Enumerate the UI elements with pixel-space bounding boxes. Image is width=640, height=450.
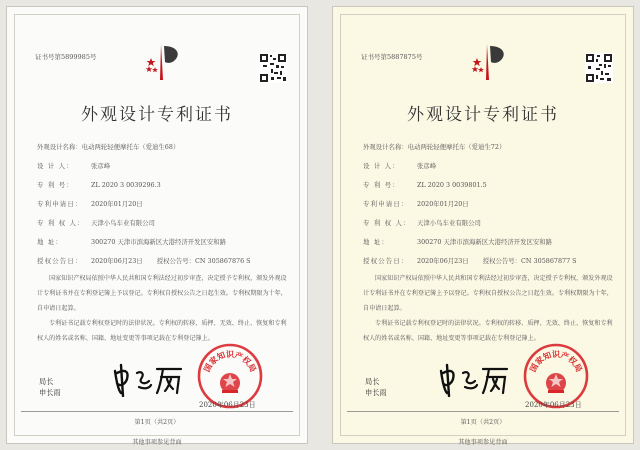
svg-text:国家知识产权局: 国家知识产权局: [527, 349, 585, 374]
grant-number-value: CN 305867877 S: [521, 257, 577, 265]
filing-date-label: 专利申请日：: [363, 200, 409, 208]
footnote: 其他事项参见背面: [458, 439, 508, 446]
body-paragraph: 国家知识产权局依照中华人民共和国专利法经过初步审查，决定授予专利权，颁发外观设计专利证书并在专利登记簿上予以登记。专利权自授权公告之日起生效。专利权期限为十年，自申请日起算。: [37, 275, 287, 312]
seal-date: 2020年06月23日: [199, 401, 256, 409]
design-name-value: 电动两轮轻便摩托车（爱迪生72）: [407, 143, 506, 151]
grant-date-field: [37, 256, 251, 265]
address-field: [37, 237, 226, 246]
seal-date: 2020年06月23日: [525, 401, 582, 409]
grant-date-value: 2020年06月23日: [417, 257, 469, 265]
design-name-field: [37, 142, 179, 151]
designer-field: [363, 161, 436, 170]
address-label: 地 址：: [37, 238, 64, 246]
certificate-number: 证书号第5899985号: [35, 53, 97, 61]
designer-value: 张彦峰: [417, 162, 437, 170]
patentee-value: 天津小鸟车业有限公司: [91, 219, 155, 227]
signature-block: [39, 376, 61, 398]
signature-title: 局长: [365, 377, 380, 386]
handwritten-signature: [111, 363, 191, 397]
certificate-title: 外观设计专利证书: [81, 105, 233, 125]
certificate-body-text: [363, 271, 613, 346]
grant-number-value: CN 305867876 S: [195, 257, 251, 265]
body-paragraph: 专利证书记载专利权登记时的法律状况。专利权的转移、质押、无效、终止、恢复和专利权人的姓名或名称、国籍、地址变更等事项记载在专利登记簿上。: [363, 320, 613, 342]
patent-number-field: [37, 180, 161, 189]
address-value: 300270 天津市滨海新区大港经济开发区安和路: [417, 238, 553, 246]
grant-date-field: [363, 256, 577, 265]
page-number: 第1页（共2页）: [134, 419, 180, 426]
body-paragraph: 专利证书记载专利权登记时的法律状况。专利权的转移、质押、无效、终止、恢复和专利权人的姓名或名称、国籍、地址变更等事项记载在专利登记簿上。: [37, 320, 287, 342]
filing-date-label: 专利申请日：: [37, 200, 83, 208]
patent-number-value: ZL 2020 3 0039296.3: [91, 181, 161, 189]
grant-date-label: 授权公告日：: [363, 257, 409, 265]
address-label: 地 址：: [363, 238, 390, 246]
filing-date-field: [363, 199, 469, 208]
filing-date-value: 2020年01月20日: [91, 200, 143, 208]
svg-text:国家知识产权局: 国家知识产权局: [201, 349, 259, 374]
certificate-body-text: [37, 271, 287, 346]
certificate-title: 外观设计专利证书: [407, 105, 559, 125]
footnote: 其他事项参见背面: [132, 439, 182, 446]
signature-title: 局长: [39, 377, 54, 386]
designer-label: 设 计 人：: [363, 162, 400, 170]
design-name-field: [363, 142, 505, 151]
qr-code-icon: [259, 53, 287, 83]
body-paragraph: 国家知识产权局依照中华人民共和国专利法经过初步审查，决定授予专利权，颁发外观设计专利证书并在专利登记簿上予以登记。专利权自授权公告之日起生效。专利权期限为十年，自申请日起算。: [363, 275, 613, 312]
patentee-value: 天津小鸟车业有限公司: [417, 219, 481, 227]
qr-code-icon: [585, 53, 613, 83]
address-field: [363, 237, 552, 246]
grant-date-value: 2020年06月23日: [91, 257, 143, 265]
patent-number-label: 专 利 号：: [363, 181, 400, 189]
certificate-number: 证书号第5887875号: [361, 53, 423, 61]
page-number: 第1页（共2页）: [460, 419, 506, 426]
patentee-label: 专 利 权 人：: [37, 219, 85, 227]
patentee-field: [37, 218, 155, 227]
patent-certificate-2: [332, 6, 634, 444]
cnipa-logo-icon: [145, 40, 183, 84]
filing-date-field: [37, 199, 143, 208]
designer-field: [37, 161, 110, 170]
patentee-field: [363, 218, 481, 227]
filing-date-value: 2020年01月20日: [417, 200, 469, 208]
signature-name: 申长雨: [365, 388, 387, 397]
address-value: 300270 天津市滨海新区大港经济开发区安和路: [91, 238, 227, 246]
grant-number-label: 授权公告号：: [156, 257, 196, 265]
design-name-label: 外观设计名称：: [363, 143, 408, 151]
designer-label: 设 计 人：: [37, 162, 74, 170]
designer-value: 张彦峰: [91, 162, 111, 170]
design-name-value: 电动两轮轻便摩托车（爱迪生68）: [81, 143, 180, 151]
patentee-label: 专 利 权 人：: [363, 219, 411, 227]
patent-certificate-1: [6, 6, 308, 444]
design-name-label: 外观设计名称：: [37, 143, 82, 151]
grant-date-label: 授权公告日：: [37, 257, 83, 265]
signature-block: [365, 376, 387, 398]
signature-name: 申长雨: [39, 388, 61, 397]
grant-number-label: 授权公告号：: [482, 257, 522, 265]
handwritten-signature: [437, 363, 517, 397]
cnipa-logo-icon: [471, 40, 509, 84]
footer-divider: [347, 411, 619, 412]
footer-divider: [21, 411, 293, 412]
patent-number-label: 专 利 号：: [37, 181, 74, 189]
patent-number-field: [363, 180, 487, 189]
patent-number-value: ZL 2020 3 0039801.5: [417, 181, 487, 189]
